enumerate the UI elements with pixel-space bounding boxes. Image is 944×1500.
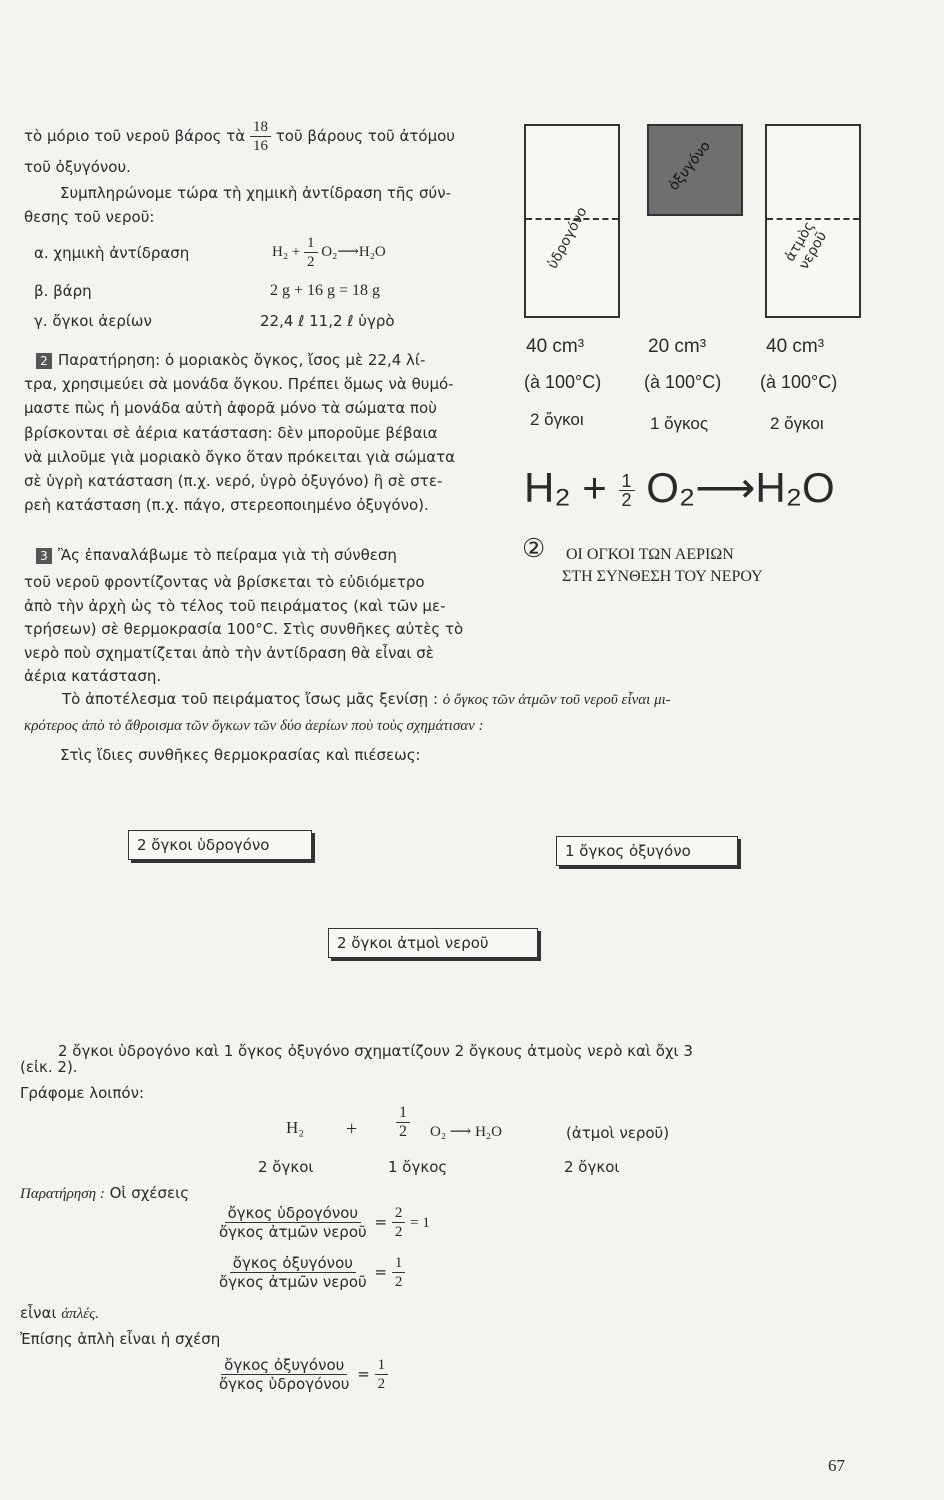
intro-line-1: τὸ μόριο τοῦ νεροῦ βάρος τὰ $\frac{18}{16}$ τοῦ βάρους τοῦ ἀτόμου	[24, 119, 455, 154]
vessel-oxygen-temp: (à 100°C)	[644, 372, 722, 392]
figure-caption-number: ②	[522, 534, 546, 563]
eq2-under-h2: 2 ὄγκοι	[258, 1158, 314, 1176]
row-c-label: γ. ὄγκοι ἀερίων	[34, 312, 152, 330]
conclusion-line-3: Γράφομε λοιπόν:	[20, 1084, 145, 1102]
row-a-equation: H₂ + $\frac{1}{2}$ O₂⟶H₂O	[272, 235, 386, 270]
figure-equation: H₂ + $\frac{1}{2}$ O₂⟶H₂O	[524, 464, 835, 511]
vessel-steam-temp: (à 100°C)	[760, 372, 838, 392]
vessel-oxygen-count: 1 ὄγκος	[650, 414, 709, 433]
vessel-oxygen-label: ὀξυγόνο	[665, 138, 714, 194]
vessel-oxygen-volume: 20 cm³	[648, 336, 707, 357]
vessel-steam-label: ἀτμὸς νεροῦ	[782, 218, 831, 273]
note-3-number: 3	[36, 548, 52, 564]
page-number: 67	[828, 1456, 845, 1475]
vessel-steam-count: 2 ὄγκοι	[770, 414, 824, 433]
eq2-fraction: $\frac{1}{2}$	[396, 1104, 410, 1141]
conclusion-line-2: (εἰκ. 2).	[20, 1058, 78, 1076]
eq2-h2: H₂	[286, 1118, 305, 1137]
row-a-label: α. χημικὴ ἀντίδραση	[34, 244, 190, 262]
note-2	[36, 348, 425, 373]
eq2-note: (ἀτμοὶ νεροῦ)	[566, 1124, 670, 1142]
result-line-2: κρότερος ἀπὸ τὸ ἄθροισμα τῶν ὄγκων τῶν δύο ἀερίων ποὺ τοὺς σχημάτισαν :	[24, 718, 484, 734]
result-line-3: Στὶς ἴδιες συνθῆκες θερμοκρασίας καὶ πιέσεως:	[60, 746, 421, 764]
eq2-under-o2: 1 ὄγκος	[388, 1158, 448, 1176]
intro-line-3: Συμπληρώνομε τώρα τὴ χημικὴ ἀντίδραση τῆς σύν-	[60, 184, 451, 202]
row-b-label: β. βάρη	[34, 282, 92, 300]
result-line-1: Τὸ ἀποτέλεσμα τοῦ πειράματος ἴσως μᾶς ξενίσῃ : ὁ ὄγκος τῶν ἀτμῶν τοῦ νεροῦ εἶναι μι-	[62, 690, 671, 708]
relation-3: $\frac{\text{ὄγκος ὀξυγόνου}}{\text{ὄγκος ὑδρογόνου}}$ = $\frac{1}{2}$	[216, 1356, 388, 1393]
vessel-hydrogen-volume: 40 cm³	[526, 336, 585, 357]
remark-line: Παρατήρηση : Οἱ σχέσεις	[20, 1184, 190, 1202]
figure-caption-line-2: ΣΤΗ ΣΥΝΘΕΣΗ ΤΟΥ ΝΕΡΟΥ	[562, 568, 763, 585]
note-2-line: 2 Παρατήρηση: ὁ μοριακὸς ὄγκος, ἴσος μὲ 22,4 λί-	[36, 348, 425, 373]
vessel-hydrogen	[524, 124, 620, 318]
vessel-hydrogen-count: 2 ὄγκοι	[530, 410, 584, 429]
box-hydrogen: 2 ὄγκοι ὑδρογόνο	[128, 830, 312, 860]
box-steam: 2 ὄγκοι ἀτμοὶ νεροῦ	[328, 928, 538, 958]
note-2-body: τρα, χρησιμεύει σὰ μονάδα ὄγκου. Πρέπει ὅμως νὰ θυμό- μαστε πὼς ἡ μονάδα αὐτὴ ἀφορᾶ μόνο τὰ σώματα ποὺ βρίσκονται σὲ ἀέρια κατάσταση: δὲν μποροῦμε βέβαια νὰ μιλοῦμε γιὰ μοριακὸ ὄγκο ὅταν πρόκειται γιὰ σώματα σὲ ὑγρὴ κατάσταση (π.χ. νερό, ὑγρὸ ὀξυγόνο) ἢ σὲ στε- ρεὴ κατάσταση (π.χ. πάγο, στερεοποιημένο ὀξυγόνο).	[24, 375, 456, 515]
row-c-value: 22,4 ℓ 11,2 ℓ ὑγρὸ	[260, 312, 395, 330]
relation-2: $\frac{\text{ὄγκος ὀξυγόνου}}{\text{ὄγκος ἀτμῶν νεροῦ}}$ = $\frac{1}{2}$	[216, 1254, 405, 1291]
note-2-number: 2	[36, 353, 52, 369]
figure-caption-line-1: ΟΙ ΟΓΚΟΙ ΤΩΝ ΑΕΡΙΩΝ	[566, 546, 734, 563]
intro-line-2: τοῦ ὀξυγόνου.	[24, 158, 131, 176]
vessel-steam-volume: 40 cm³	[766, 336, 825, 357]
vessel-hydrogen-label: ὑδρογόνο	[544, 204, 591, 272]
row-b-value: 2 g + 16 g = 18 g	[270, 282, 381, 299]
vessel-hydrogen-temp: (à 100°C)	[524, 372, 602, 392]
eq2-rest: O₂ ⟶ H₂O	[430, 1124, 502, 1140]
eq2-under-h2o: 2 ὄγκοι	[564, 1158, 620, 1176]
also-line: Ἐπίσης ἁπλὴ εἶναι ἡ σχέση	[20, 1330, 221, 1348]
box-oxygen: 1 ὄγκος ὀξυγόνο	[556, 836, 738, 866]
conclusion-line-1: 2 ὄγκοι ὑδρογόνο καὶ 1 ὄγκος ὀξυγόνο σχηματίζουν 2 ὄγκους ἀτμοὺς νερὸ καὶ ὄχι 3	[58, 1042, 693, 1060]
intro-line-4: θεσης τοῦ νεροῦ:	[24, 208, 155, 226]
vessel-steam	[765, 124, 861, 318]
eine-line: εἶναι ἁπλές.	[20, 1304, 99, 1322]
relation-1: $\frac{\text{ὄγκος ὑδρογόνου}}{\text{ὄγκος ἀτμῶν νεροῦ}}$ = $\frac{2}{2}$ = 1	[219, 1204, 430, 1241]
vessel-oxygen	[647, 124, 743, 216]
note-3-body: τοῦ νεροῦ φροντίζοντας νὰ βρίσκεται τὸ εὐδιόμετρο ἀπὸ τὴν ἀρχὴ ὡς τὸ τέλος τοῦ πειράματος (καὶ τῶν με- τρήσεων) σὲ θερμοκρασία 100°C. Στὶς συνθῆκες αὐτὲς τὸ νερὸ ποὺ σχηματίζεται ἀπὸ τὴν ἀντίδραση θὰ εἶναι σὲ ἀέρια κατάσταση.	[24, 573, 464, 686]
eq2-plus: +	[346, 1118, 358, 1140]
note-3: 3 Ἂς ἐπαναλάβωμε τὸ πείραμα γιὰ τὴ σύνθεση	[36, 546, 397, 564]
